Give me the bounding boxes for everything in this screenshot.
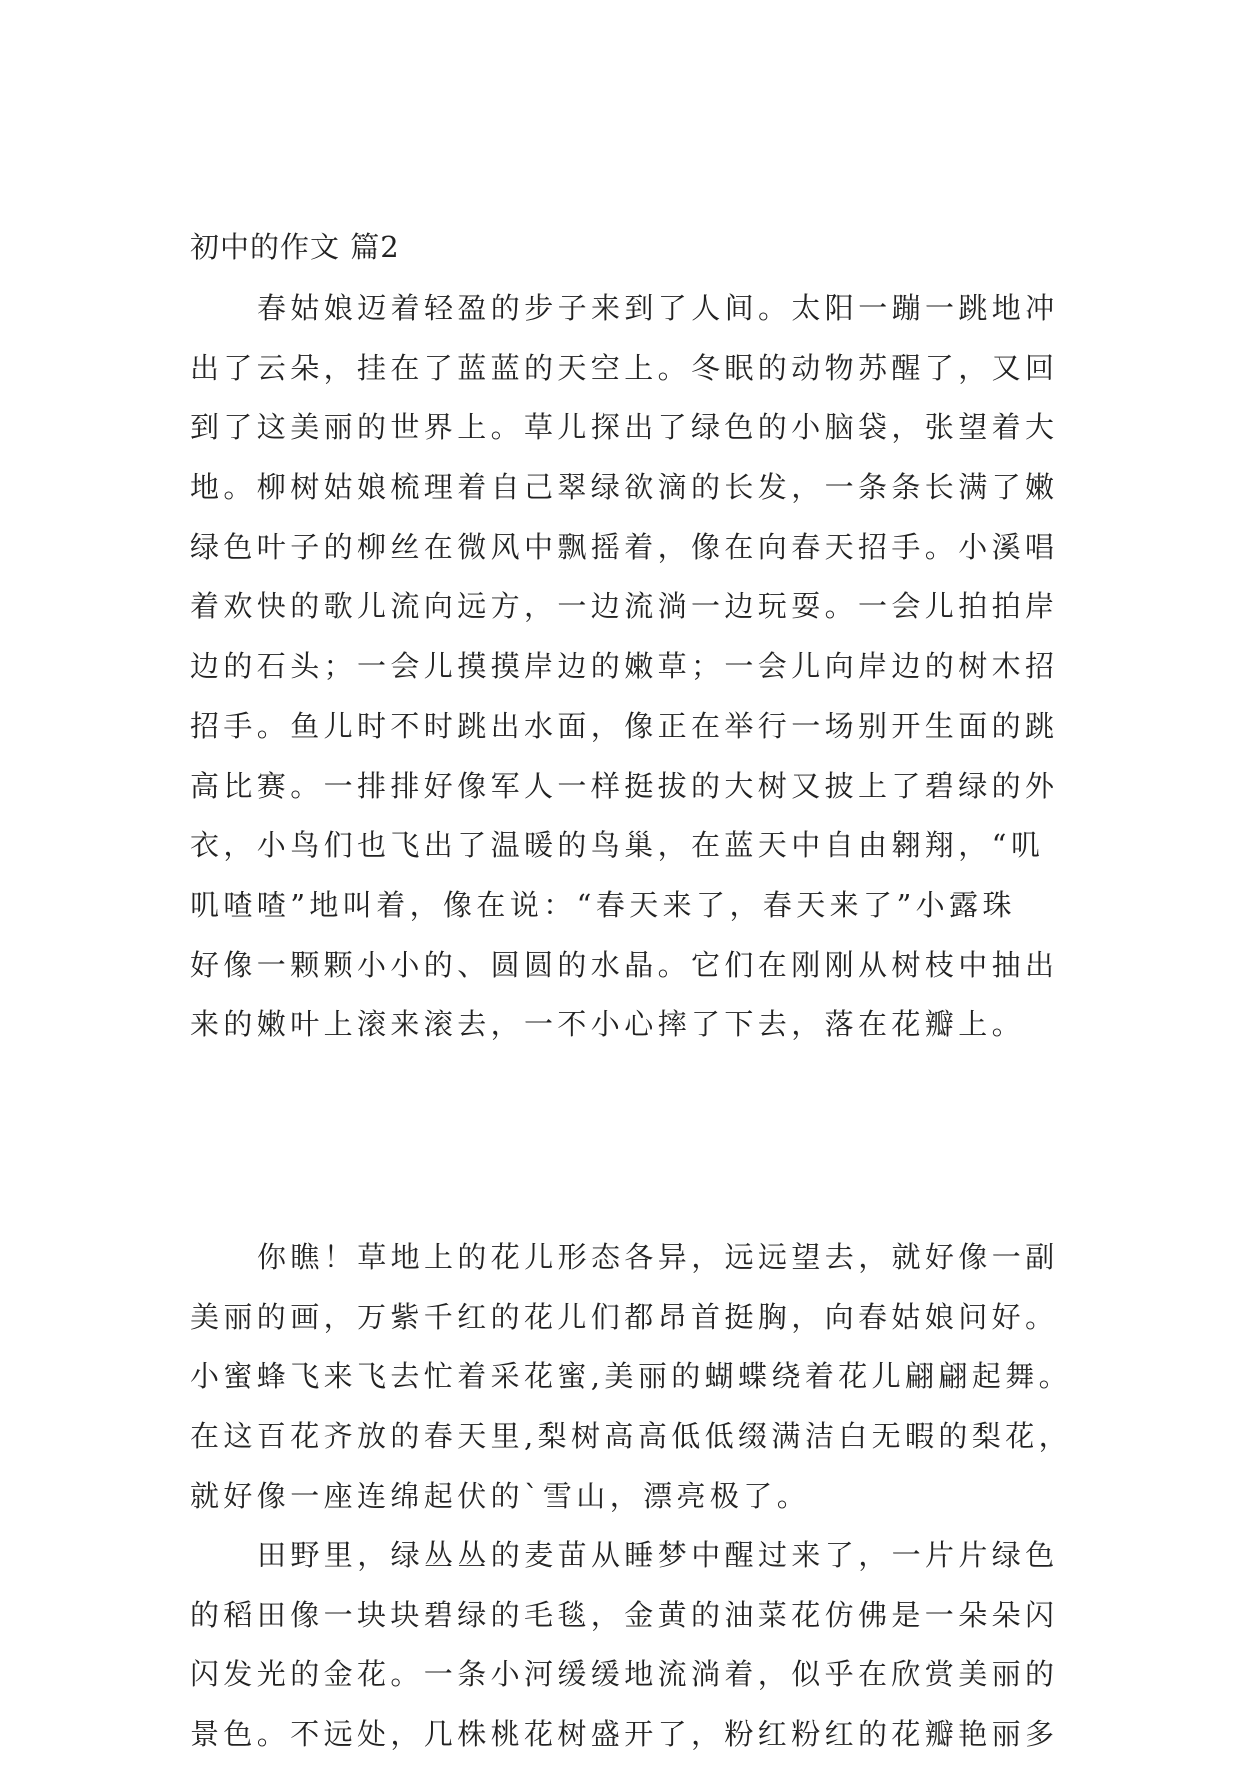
text-line: 边的石头；一会儿摸摸岸边的嫩草；一会儿向岸边的树木招 xyxy=(190,649,1059,684)
text-line: 就好像一座连绵起伏的`雪山，漂亮极了。 xyxy=(190,1478,811,1513)
text-line: 美丽的画，万紫千红的花儿们都昂首挺胸，向春姑娘问好。 xyxy=(190,1299,1059,1334)
text-line: 田野里，绿丛丛的麦苗从睡梦中醒过来了，一片片绿色 xyxy=(257,1538,1059,1572)
text-line: 春姑娘迈着轻盈的步子来到了人间。太阳一蹦一跳地冲 xyxy=(257,291,1059,325)
text-line: 的稻田像一块块碧绿的毛毯，金黄的油菜花仿佛是一朵朵闪 xyxy=(190,1597,1059,1632)
text-line: 着欢快的歌儿流向远方，一边流淌一边玩耍。一会儿拍拍岸 xyxy=(190,589,1059,624)
text-line: 叽喳喳”地叫着，像在说：“春天来了，春天来了”小露珠 xyxy=(190,887,1016,922)
text-line: 到了这美丽的世界上。草儿探出了绿色的小脑袋，张望着大 xyxy=(190,410,1059,445)
text-line: 好像一颗颗小小的、圆圆的水晶。它们在刚刚从树枝中抽出 xyxy=(190,947,1059,982)
text-line: 高比赛。一排排好像军人一样挺拔的大树又披上了碧绿的外 xyxy=(190,768,1059,803)
text-line: 出了云朵，挂在了蓝蓝的天空上。冬眠的动物苏醒了，又回 xyxy=(190,350,1059,385)
text-line: 衣，小鸟们也飞出了温暖的鸟巢，在蓝天中自由翱翔，“叽 xyxy=(190,828,1045,863)
text-line: 绿色叶子的柳丝在微风中飘摇着，像在向春天招手。小溪唱 xyxy=(190,529,1059,564)
text-line: 闪发光的金花。一条小河缓缓地流淌着，似乎在欣赏美丽的 xyxy=(190,1657,1059,1692)
text-line: 你瞧！草地上的花儿形态各异，远远望去，就好像一副 xyxy=(257,1240,1059,1274)
text-line: 招手。鱼儿时不时跳出水面，像正在举行一场别开生面的跳 xyxy=(190,708,1059,743)
paragraph-spring-arrival xyxy=(190,279,1059,1055)
text-line: 来的嫩叶上滚来滚去，一不小心摔了下去，落在花瓣上。 xyxy=(190,1007,1026,1042)
text-line: 地。柳树姑娘梳理着自己翠绿欲滴的长发，一条条长满了嫩 xyxy=(190,470,1059,505)
text-line: 小蜜蜂飞来飞去忙着采花蜜,美丽的蝴蝶绕着花儿翩翩起舞。 xyxy=(190,1359,1073,1394)
paragraph-fields xyxy=(190,1526,1059,1765)
text-line: 景色。不远处，几株桃花树盛开了，粉红粉红的花瓣艳丽多 xyxy=(190,1717,1059,1752)
essay-title: 初中的作文 篇2 xyxy=(190,230,400,264)
text-line: 在这百花齐放的春天里,梨树高高低低缀满洁白无暇的梨花， xyxy=(190,1419,1073,1454)
paragraph-flowers xyxy=(190,1228,1072,1526)
